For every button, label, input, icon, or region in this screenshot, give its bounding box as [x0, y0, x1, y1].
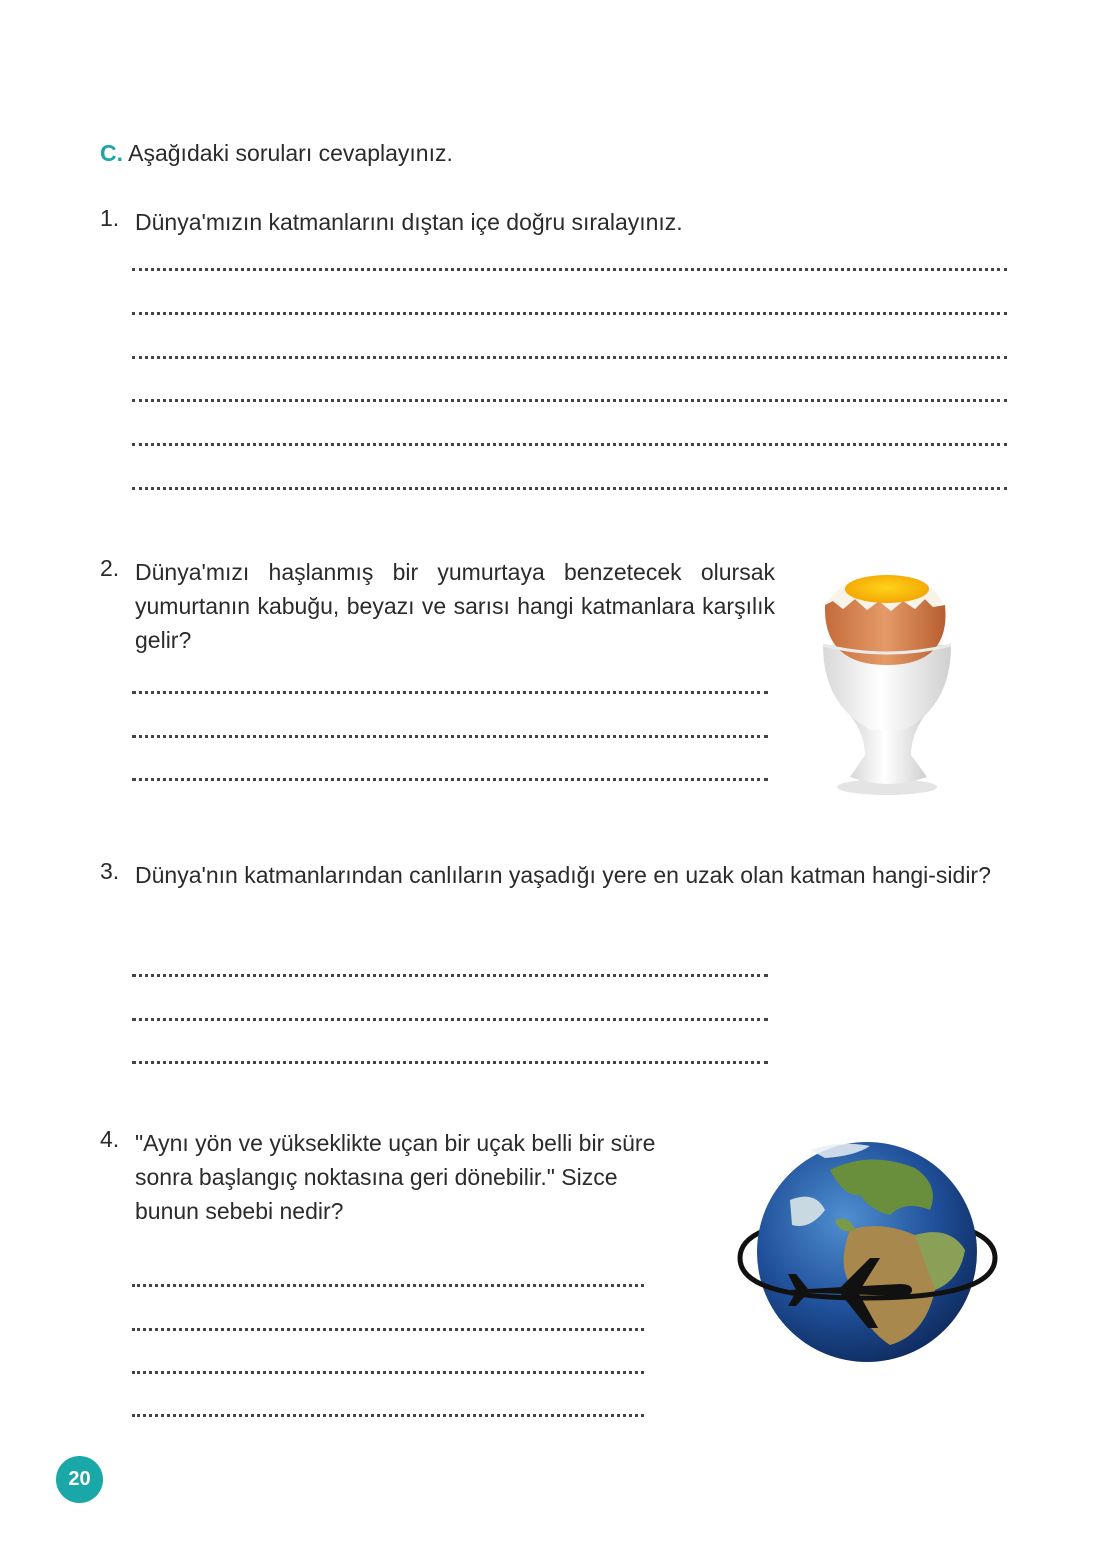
- question-1-text: Dünya'mızın katmanlarını dıştan içe doğru sıralayınız.: [135, 209, 683, 235]
- question-3-text: Dünya'nın katmanlarından canlıların yaşadığı yere en uzak olan katman hangi-sidir?: [135, 862, 991, 888]
- globe-airplane-image: [730, 1140, 1005, 1370]
- page-number-badge: 20: [56, 1456, 103, 1503]
- section-heading: [100, 140, 453, 167]
- boiled-egg-image: [805, 565, 965, 800]
- question-1-number: 1.: [100, 205, 120, 231]
- section-title: Aşağıdaki soruları cevaplayınız.: [128, 140, 453, 166]
- answer-line[interactable]: [132, 1371, 644, 1374]
- answer-line[interactable]: [132, 778, 768, 781]
- question-3-number: 3.: [100, 858, 120, 884]
- answer-line[interactable]: [132, 1328, 644, 1331]
- answer-line[interactable]: [132, 356, 1007, 359]
- answer-line[interactable]: [132, 735, 768, 738]
- answer-line[interactable]: [132, 1061, 768, 1064]
- question-2-number: 2.: [100, 555, 120, 581]
- question-4-number: 4.: [100, 1126, 120, 1152]
- answer-line[interactable]: [132, 1414, 644, 1417]
- answer-line[interactable]: [132, 487, 1007, 490]
- answer-line[interactable]: [132, 312, 1007, 315]
- answer-line[interactable]: [132, 1284, 644, 1287]
- section-letter: C.: [100, 140, 123, 166]
- answer-line[interactable]: [132, 399, 1007, 402]
- question-4-text: "Aynı yön ve yükseklikte uçan bir uçak belli bir süre sonra başlangıç noktasına geri dönebilir." Sizce bunun sebebi nedir?: [135, 1130, 656, 1224]
- answer-line[interactable]: [132, 1018, 768, 1021]
- question-2-text: Dünya'mızı haşlanmış bir yumurtaya benzetecek olursak yumurtanın kabuğu, beyazı ve sarısı hangi katmanlara karşılık gelir?: [135, 559, 775, 653]
- answer-line[interactable]: [132, 443, 1007, 446]
- answer-line[interactable]: [132, 974, 768, 977]
- answer-line[interactable]: [132, 691, 768, 694]
- answer-line[interactable]: [132, 268, 1007, 271]
